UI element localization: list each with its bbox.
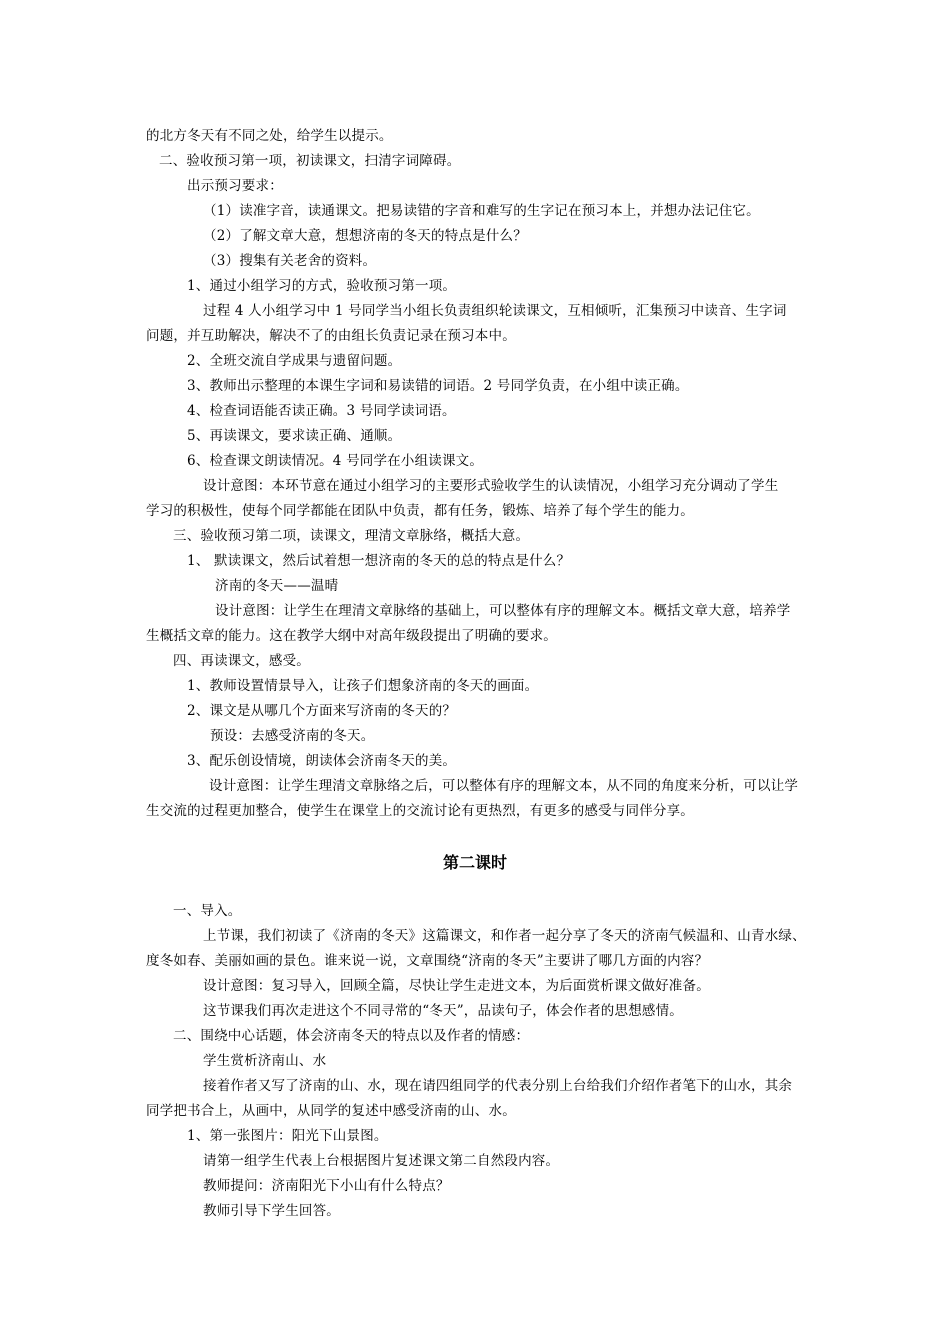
step-item: 6、检查课文朗读情况。4 号同学在小组读课文。: [187, 453, 484, 469]
paragraph-line: 的北方冬天有不同之处，给学生以提示。: [146, 128, 393, 144]
paragraph-line: 教师提问：济南阳光下小山有什么特点？: [203, 1178, 450, 1194]
step-item: 1、第一张图片：阳光下山景图。: [187, 1128, 388, 1144]
answer-line: 济南的冬天——温晴: [215, 578, 339, 594]
step-item: 3、教师出示整理的本课生字词和易读错的词语。2 号同学负责，在小组中读正确。: [187, 378, 689, 394]
step-item: 5、再读课文，要求读正确、通顺。: [187, 428, 402, 444]
step-item: 4、检查词语能否读正确。3 号同学读词语。: [187, 403, 456, 419]
design-intent: 设计意图：让学生在理清文章脉络的基础上，可以整体有序的理解文本。概括文章大意，培养学: [215, 603, 791, 619]
section-heading-3: 三、验收预习第二项，读课文，理清文章脉络，概括大意。: [173, 528, 530, 544]
paragraph-line: 度冬如春、美丽如画的景色。谁来说一说，文章围绕“济南的冬天”主要讲了哪几方面的内容？: [146, 953, 709, 969]
paragraph-line: 学生赏析济南山、水: [203, 1053, 327, 1069]
design-intent: 设计意图：本环节意在通过小组学习的主要形式验收学生的认读情况，小组学习充分调动了学生: [203, 478, 779, 494]
section-heading-4: 四、再读课文，感受。: [173, 653, 310, 669]
design-intent: 设计意图：让学生理清文章脉络之后，可以整体有序的理解文本，从不同的角度来分析，可以让学: [209, 778, 799, 794]
paragraph-line: 学习的积极性，使每个同学都能在团队中负责，都有任务，锻炼、培养了每个学生的能力。: [146, 503, 694, 519]
section-title: 第二课时: [442, 853, 507, 872]
paragraph-line: 同学把书合上，从画中，从同学的复述中感受济南的山、水。: [146, 1103, 516, 1119]
list-item: （3）搜集有关老舍的资料。: [203, 253, 377, 269]
paragraph-line: 过程 4 人小组学习中 1 号同学当小组长负责组织轮读课文，互相倾听，汇集预习中读音、生字词: [203, 303, 787, 319]
step-item: 1、通过小组学习的方式，验收预习第一项。: [187, 278, 457, 294]
step-item: 2、课文是从哪几个方面来写济南的冬天的？: [187, 703, 457, 719]
paragraph-line: 这节课我们再次走进这个不同寻常的“冬天”，品读句子，体会作者的思想感情。: [203, 1003, 684, 1019]
step-item: 1、教师设置情景导入，让孩子们想象济南的冬天的画面。: [187, 678, 539, 694]
list-item: （2）了解文章大意，想想济南的冬天的特点是什么？: [203, 228, 527, 244]
paragraph-line: 生交流的过程更加整合，使学生在课堂上的交流讨论有更热烈，有更多的感受与同伴分享。: [146, 803, 694, 819]
paragraph-line: 教师引导下学生回答。: [203, 1203, 340, 1219]
step-item: 1、 默读课文，然后试着想一想济南的冬天的总的特点是什么？: [187, 553, 571, 569]
paragraph-line: 上节课，我们初读了《济南的冬天》这篇课文，和作者一起分享了冬天的济南气候温和、山青水绿、: [203, 928, 806, 944]
list-item: （1）读准字音，读通课文。把易读错的字音和难写的生字记在预习本上，并想办法记住它。: [203, 203, 760, 219]
answer-line: 预设：去感受济南的冬天。: [210, 728, 375, 744]
step-item: 3、配乐创设情境，朗读体会济南冬天的美。: [187, 753, 457, 769]
step-item: 2、全班交流自学成果与遗留问题。: [187, 353, 402, 369]
section-heading-1: 一、导入。: [173, 903, 242, 919]
paragraph-line: 接着作者又写了济南的山、水，现在请四组同学的代表分别上台给我们介绍作者笔下的山水，其余: [203, 1078, 793, 1094]
design-intent: 设计意图：复习导入，回顾全篇，尽快让学生走进文本，为后面赏析课文做好准备。: [203, 978, 710, 994]
section-heading-2: 二、验收预习第一项，初读课文，扫清字词障碍。: [159, 153, 461, 169]
paragraph-line: 请第一组学生代表上台根据图片复述课文第二自然段内容。: [203, 1153, 560, 1169]
section-heading-2: 二、围绕中心话题，体会济南冬天的特点以及作者的情感：: [173, 1028, 530, 1044]
paragraph-line: 出示预习要求：: [187, 178, 283, 194]
paragraph-line: 问题，并互助解决，解决不了的由组长负责记录在预习本中。: [146, 328, 516, 344]
paragraph-line: 生概括文章的能力。这在教学大纲中对高年级段提出了明确的要求。: [146, 628, 557, 644]
